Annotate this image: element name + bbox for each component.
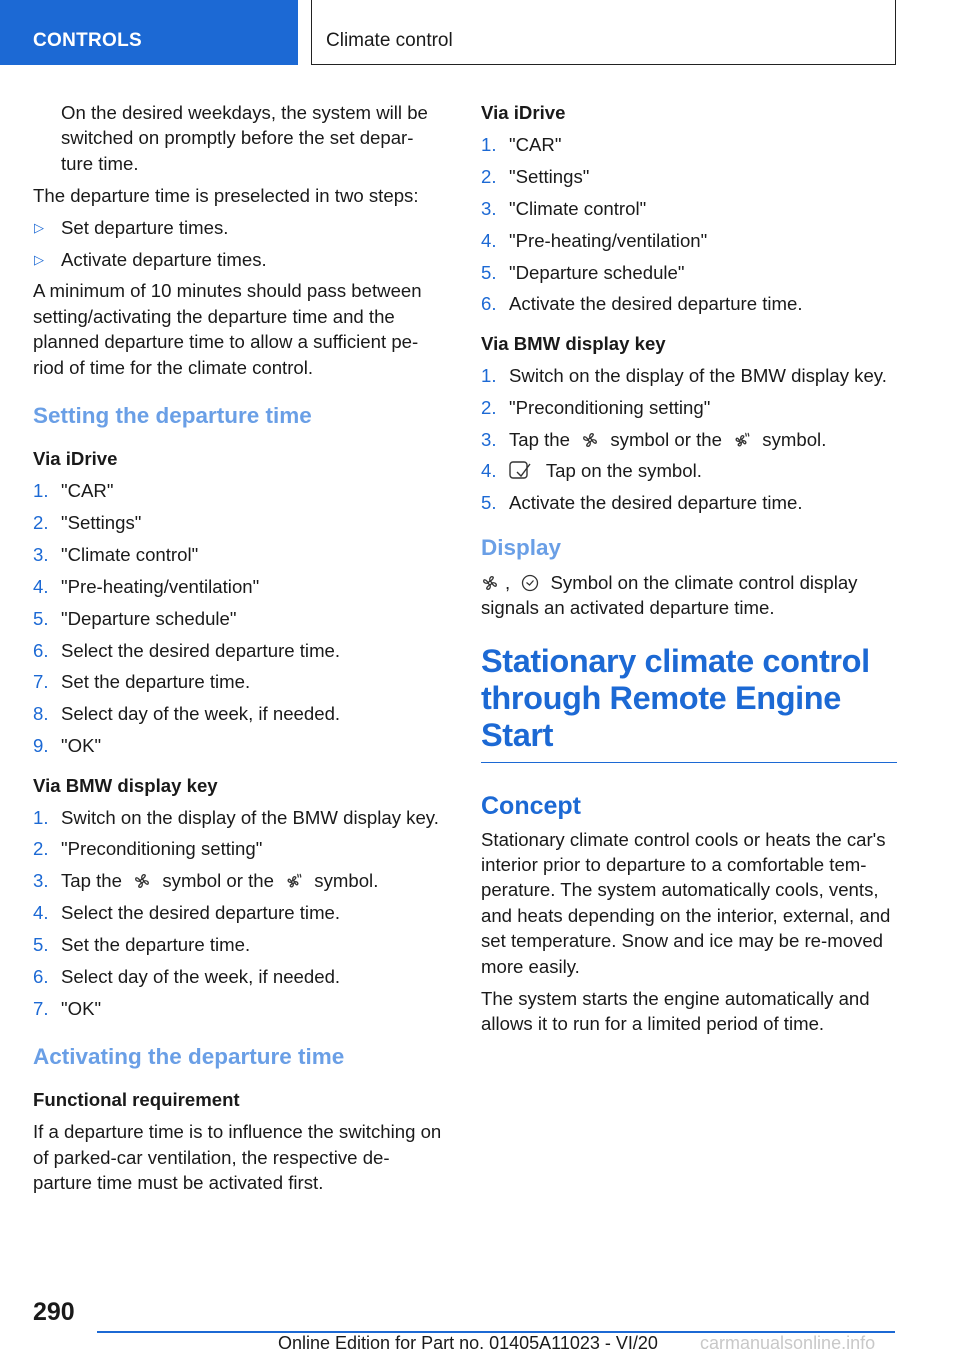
section-label: CONTROLS — [33, 30, 143, 51]
functional-heading: Functional requirement — [33, 1089, 240, 1111]
functional-text: If a departure time is to influence the switching on of parked-car ventilation, the respective de-parture time must be activated first. — [33, 1121, 442, 1194]
display-key-steps — [481, 363, 897, 516]
list-item: 1. "CAR" — [33, 479, 114, 501]
list-item: 4. Tap on the symbol. — [481, 460, 702, 482]
list-item: 4. "Pre-heating/ventilation" — [481, 229, 708, 251]
page-number: 290 — [33, 1298, 75, 1326]
list-item: 9. "OK" — [33, 735, 102, 757]
ventilation-icon — [133, 872, 151, 890]
list-item: 3. "Climate control" — [481, 197, 647, 219]
idrive-heading: Via iDrive — [481, 102, 566, 123]
list-item: 5. "Departure schedule" — [481, 261, 685, 283]
minimum-text: A minimum of 10 minutes should pass between setting/activating the departure time and the planned departure time to allow a sufficient pe-riod of time for the climate control. — [33, 280, 422, 378]
concept-heading: Concept — [481, 791, 581, 820]
heating-icon — [285, 872, 303, 890]
list-item: 1. "CAR" — [481, 133, 562, 155]
list-item: 2. "Settings" — [481, 165, 590, 187]
chapter-label: Climate control — [326, 30, 453, 51]
idrive-steps — [481, 132, 897, 317]
display-heading: Display — [481, 534, 562, 560]
intro-text: On the desired weekdays, the system will be switched on promptly before the set depar-ture time. — [61, 102, 428, 174]
concept-text: Stationary climate control cools or heats the car's interior prior to departure to a comfortable tem-perature. The system automatically cools, vents, and heats depending on the interior, external, and set temperature. Snow and ice may be re-moved more easily. — [481, 828, 891, 977]
list-item: 6. Select the desired departure time. — [33, 639, 341, 661]
concept-text: The system starts the engine automatically and allows it to run for a limited period of time. — [481, 987, 870, 1034]
list-item: 8. Select day of the week, if needed. — [33, 703, 341, 725]
list-item: 2. "Settings" — [33, 511, 142, 533]
left-column — [33, 100, 443, 1202]
triangle-bullet-icon: ▷ — [34, 251, 44, 267]
section-title: Stationary climate control through Remote Engine Start — [481, 643, 897, 763]
list-item: 4. Select the desired departure time. — [33, 902, 341, 924]
list-item: 3. "Climate control" — [33, 543, 199, 565]
display-key-heading: Via BMW display key — [481, 332, 666, 354]
checkbox-icon — [509, 460, 531, 480]
list-item: 7. "OK" — [33, 997, 102, 1019]
heating-icon — [733, 431, 751, 449]
list-item: 3. Tap the symbol or the symbol. — [481, 428, 827, 450]
list-item: 1. Switch on the display of the BMW display key. — [481, 364, 887, 386]
watermark-text: carmanualsonline.info — [700, 1333, 876, 1353]
clock-icon — [521, 574, 539, 592]
idrive-heading: Via iDrive — [33, 448, 118, 470]
list-item: 6. Select day of the week, if needed. — [33, 966, 341, 988]
display-text: , Symbol on the climate control display signals an activated departure time. — [481, 571, 858, 619]
list-item: 1. Switch on the display of the BMW display key. — [33, 806, 439, 828]
edition-text: Online Edition for Part no. 01405A11023 - VI/20 — [278, 1333, 658, 1353]
triangle-bullet-icon: ▷ — [34, 219, 44, 235]
setting-heading: Setting the departure time — [33, 403, 312, 429]
chapter-tab — [311, 0, 896, 65]
bullet-item: ▷ Activate departure times. — [33, 247, 443, 272]
display-key-heading: Via BMW display key — [33, 774, 218, 796]
activating-heading: Activating the departure time — [33, 1044, 345, 1070]
preselect-text: The departure time is preselected in two steps: — [33, 184, 419, 206]
display-key-steps — [33, 805, 443, 1022]
page-header — [0, 0, 960, 66]
list-item: 6. Activate the desired departure time. — [481, 293, 803, 315]
list-item: 5. Activate the desired departure time. — [481, 492, 803, 514]
ventilation-icon — [581, 431, 599, 449]
list-item: 2. "Preconditioning setting" — [481, 396, 711, 418]
list-item: 3. Tap the symbol or the symbol. — [33, 870, 379, 892]
idrive-steps — [33, 478, 443, 759]
list-item: 5. Set the departure time. — [33, 934, 251, 956]
list-item: 7. Set the departure time. — [33, 671, 251, 693]
section-tab — [0, 0, 298, 65]
list-item: 2. "Preconditioning setting" — [33, 838, 263, 860]
bullet-item: ▷ Set departure times. — [33, 215, 443, 240]
list-item: 4. "Pre-heating/ventilation" — [33, 575, 260, 597]
right-column — [481, 100, 897, 1043]
ventilation-icon — [481, 574, 499, 592]
list-item: 5. "Departure schedule" — [33, 607, 237, 629]
